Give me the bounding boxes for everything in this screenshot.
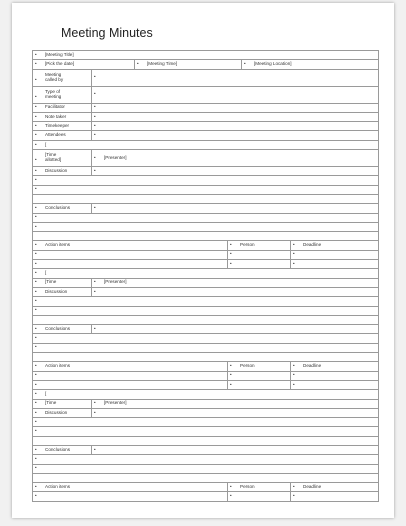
action-item-row: • • • [33, 260, 379, 269]
presenter-cell[interactable]: • [Presenter] [92, 278, 379, 287]
note-taker-row [33, 112, 379, 121]
type-of-meeting-row [33, 86, 379, 103]
note-taker-label: • Note taker [33, 112, 92, 121]
time-presenter-row [33, 278, 379, 287]
time-cell[interactable]: • [Time [33, 399, 92, 408]
time-allotted-cell[interactable]: •[Time allotted] [33, 150, 92, 167]
type-of-meeting-label: •Type of meeting [33, 86, 92, 103]
called-by-value[interactable]: • [92, 69, 379, 86]
topic-row [33, 269, 379, 278]
conclusions-row [33, 204, 379, 213]
discussion-label: • Discussion [33, 408, 92, 417]
topic-row [33, 140, 379, 149]
called-by-row [33, 69, 379, 86]
conclusions-label: • Conclusions [33, 445, 92, 454]
discussion-row [33, 408, 379, 417]
conclusions-line: • [33, 464, 379, 473]
discussion-line [33, 315, 379, 324]
presenter-cell[interactable]: • [Presenter] [92, 150, 379, 167]
conclusions-line: • [33, 343, 379, 352]
action-item-row: • • • [33, 380, 379, 389]
date-cell[interactable]: • [Pick the date] [33, 60, 135, 69]
conclusions-line: • [33, 213, 379, 222]
action-items-header-row [33, 241, 379, 250]
discussion-value[interactable]: • [92, 408, 379, 417]
action-item-row: • • • [33, 371, 379, 380]
deadline-label: • Deadline [291, 362, 379, 371]
discussion-line: • [33, 176, 379, 185]
action-items-label: • Action items [33, 241, 228, 250]
conclusions-row [33, 325, 379, 334]
person-label: • Person [228, 241, 291, 250]
discussion-row [33, 287, 379, 296]
action-item-row: • • • [33, 250, 379, 259]
topic-row [33, 390, 379, 399]
topic-cell[interactable]: • [ [33, 390, 379, 399]
action-item-row: • • • [33, 492, 379, 501]
timekeeper-row [33, 122, 379, 131]
discussion-line: • [33, 427, 379, 436]
time-cell[interactable]: • [Time [33, 278, 92, 287]
action-items-label: • Action items [33, 362, 228, 371]
facilitator-label: • Facilitator [33, 103, 92, 112]
person-label: • Person [228, 362, 291, 371]
presenter-cell[interactable]: • [Presenter] [92, 399, 379, 408]
date-time-location-row [33, 60, 379, 69]
action-items-label: • Action items [33, 483, 228, 492]
facilitator-row [33, 103, 379, 112]
topic-cell[interactable]: • [ [33, 269, 379, 278]
attendees-value[interactable]: • [92, 131, 379, 140]
discussion-line: • [33, 306, 379, 315]
meeting-title-cell[interactable]: • [Meeting Title] [33, 51, 379, 60]
action-items-header-row [33, 483, 379, 492]
conclusions-line [33, 473, 379, 482]
location-cell[interactable]: • [Meeting Location] [242, 60, 379, 69]
timekeeper-value[interactable]: • [92, 122, 379, 131]
document-page [12, 3, 394, 518]
type-of-meeting-value[interactable]: • [92, 86, 379, 103]
discussion-line: • [33, 297, 379, 306]
conclusions-value[interactable]: • [92, 325, 379, 334]
time-presenter-row [33, 399, 379, 408]
conclusions-row [33, 445, 379, 454]
discussion-value[interactable]: • [92, 167, 379, 176]
discussion-label: • Discussion [33, 287, 92, 296]
person-label: • Person [228, 483, 291, 492]
time-cell[interactable]: • [Meeting Time] [135, 60, 242, 69]
conclusions-label: • Conclusions [33, 325, 92, 334]
conclusions-label: • Conclusions [33, 204, 92, 213]
topic-cell[interactable]: • [ [33, 140, 379, 149]
discussion-row [33, 167, 379, 176]
discussion-line: • [33, 185, 379, 194]
attendees-label: • Attendees [33, 131, 92, 140]
discussion-line [33, 436, 379, 445]
deadline-label: • Deadline [291, 241, 379, 250]
facilitator-value[interactable]: • [92, 103, 379, 112]
time-presenter-row [33, 150, 379, 167]
discussion-value[interactable]: • [92, 287, 379, 296]
discussion-line: • [33, 418, 379, 427]
note-taker-value[interactable]: • [92, 112, 379, 121]
minutes-table [32, 50, 379, 502]
discussion-label: • Discussion [33, 167, 92, 176]
conclusions-value[interactable]: • [92, 445, 379, 454]
conclusions-line [33, 232, 379, 241]
document-title: Meeting Minutes [61, 26, 153, 40]
attendees-row [33, 131, 379, 140]
deadline-label: • Deadline [291, 483, 379, 492]
conclusions-line [33, 353, 379, 362]
conclusions-line: • [33, 222, 379, 231]
conclusions-value[interactable]: • [92, 204, 379, 213]
conclusions-line: • [33, 334, 379, 343]
meeting-title-row [33, 51, 379, 60]
timekeeper-label: • Timekeeper [33, 122, 92, 131]
conclusions-line: • [33, 455, 379, 464]
action-items-header-row [33, 362, 379, 371]
called-by-label: •Meeting called by [33, 69, 92, 86]
discussion-line [33, 194, 379, 203]
